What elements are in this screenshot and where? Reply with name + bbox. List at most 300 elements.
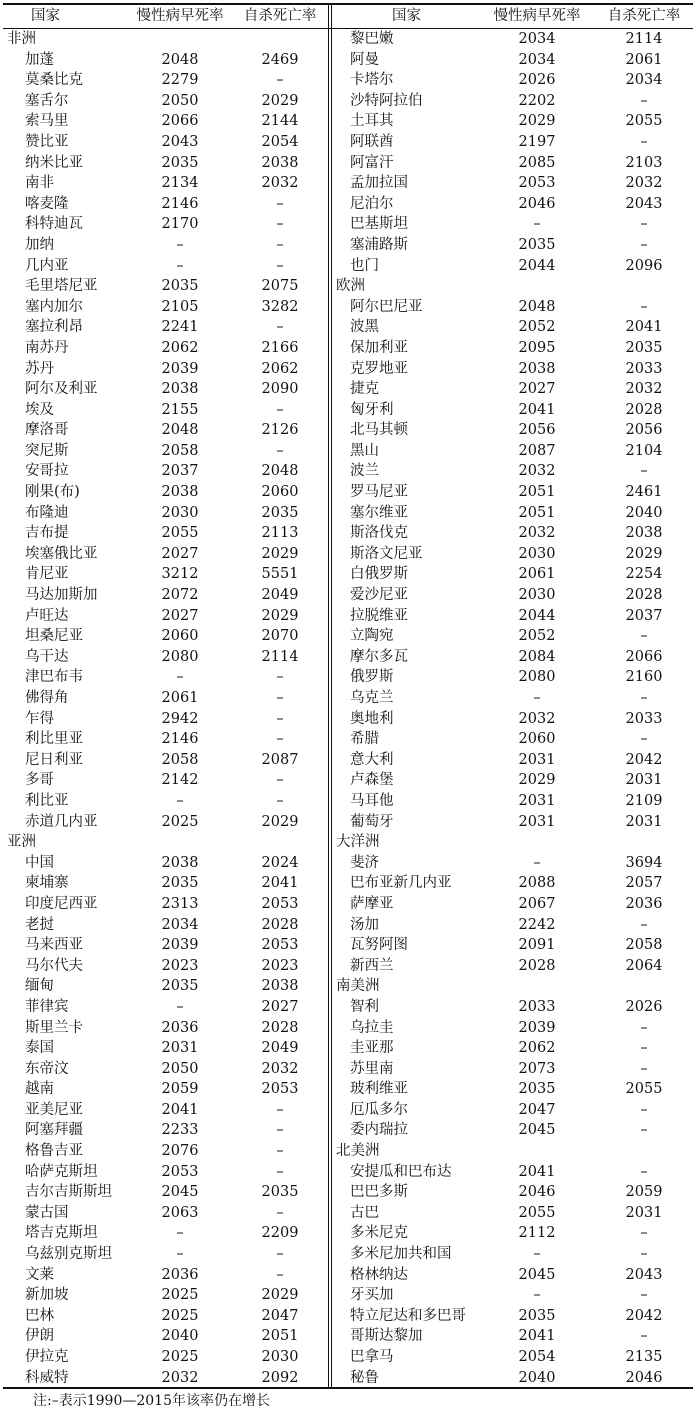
suicide-rate-cell: – [640, 1040, 648, 1057]
suicide-rate-cell: – [276, 669, 284, 686]
suicide-rate-cell: 2087 [261, 751, 299, 768]
suicide-rate-cell: – [640, 628, 648, 645]
country-cell: 玻利维亚 [350, 1081, 408, 1098]
suicide-rate-cell: 2033 [625, 360, 663, 377]
chronic-rate-cell: 2073 [518, 1060, 556, 1077]
chronic-rate-cell: 2027 [161, 607, 199, 624]
country-cell: 土耳其 [350, 113, 394, 130]
chronic-rate-cell: 2030 [518, 587, 556, 604]
suicide-rate-cell: – [276, 1246, 284, 1263]
table-row [3, 873, 328, 894]
table-row [3, 956, 328, 977]
chronic-rate-cell: 2028 [518, 957, 556, 974]
suicide-rate-cell: – [640, 1246, 648, 1263]
chronic-rate-cell: 2146 [161, 731, 199, 748]
table-row [332, 1100, 693, 1121]
table-row [3, 894, 328, 915]
suicide-rate-cell: 2042 [625, 751, 663, 768]
table-row [332, 317, 693, 338]
table-row [332, 235, 693, 256]
country-cell: 阿富汗 [350, 154, 394, 171]
table-row [3, 853, 328, 874]
suicide-rate-cell: – [640, 133, 648, 150]
suicide-rate-cell: – [276, 216, 284, 233]
suicide-rate-cell: 2058 [625, 937, 663, 954]
table-row [3, 647, 328, 668]
table-row [3, 194, 328, 215]
country-cell: 卡塔尔 [350, 72, 394, 89]
suicide-rate-cell: – [640, 1060, 648, 1077]
table-row [3, 667, 328, 688]
suicide-rate-cell: 5551 [261, 566, 299, 583]
table-row [3, 173, 328, 194]
table-row [3, 379, 328, 400]
table-row [3, 997, 328, 1018]
suicide-rate-cell: 2032 [625, 175, 663, 192]
table-row [3, 791, 328, 812]
table-row [332, 173, 693, 194]
country-cell: 安哥拉 [25, 463, 69, 480]
table-row [3, 1244, 328, 1265]
country-cell: 埃塞俄比亚 [25, 545, 98, 562]
country-cell: 坦桑尼亚 [25, 628, 83, 645]
country-cell: 阿尔及利亚 [25, 381, 98, 398]
country-cell: 哈萨克斯坦 [25, 1163, 98, 1180]
table-row [332, 523, 693, 544]
country-cell: 孟加拉国 [350, 175, 408, 192]
table-row [3, 91, 328, 112]
chronic-rate-cell: – [176, 1225, 184, 1242]
chronic-rate-cell: 2038 [518, 360, 556, 377]
chronic-rate-cell: 2046 [518, 1184, 556, 1201]
country-cell: 老挝 [25, 916, 54, 933]
chronic-rate-cell: 2066 [161, 113, 199, 130]
suicide-rate-cell: – [276, 1204, 284, 1221]
table-row [3, 1141, 328, 1162]
table-row [332, 935, 693, 956]
suicide-rate-cell: 2035 [625, 339, 663, 356]
country-cell: 塔吉克斯坦 [25, 1225, 98, 1242]
suicide-rate-cell: 3282 [261, 298, 299, 315]
suicide-rate-cell: 2135 [625, 1349, 663, 1365]
country-cell: 赞比亚 [25, 133, 69, 150]
chronic-rate-cell: 2080 [161, 648, 199, 665]
suicide-rate-cell: – [640, 463, 648, 480]
suicide-rate-cell: 2029 [625, 545, 663, 562]
chronic-rate-cell: 2023 [161, 957, 199, 974]
chronic-rate-cell: 2038 [161, 484, 199, 501]
country-cell: 缅甸 [25, 978, 54, 995]
suicide-rate-cell: – [276, 690, 284, 706]
country-cell: 布隆迪 [25, 504, 69, 521]
suicide-rate-cell: 2029 [261, 92, 299, 109]
table-row [3, 523, 328, 544]
suicide-rate-cell: – [276, 1163, 284, 1180]
country-cell: 文莱 [25, 1266, 54, 1283]
suicide-rate-cell: 2035 [261, 504, 299, 521]
country-cell: 捷克 [350, 381, 379, 398]
suicide-rate-cell: – [640, 1225, 648, 1242]
country-cell: 俄罗斯 [350, 669, 394, 686]
chronic-rate-cell: 2041 [518, 1328, 556, 1345]
table-row [332, 1347, 693, 1368]
table-row [3, 70, 328, 91]
country-cell: 立陶宛 [350, 628, 394, 645]
chronic-rate-cell: 2035 [161, 154, 199, 171]
chronic-rate-cell: 2942 [161, 710, 199, 727]
suicide-rate-cell: – [640, 236, 648, 253]
table-row [332, 688, 693, 709]
chronic-rate-cell: 2054 [518, 1349, 556, 1365]
table-row [332, 50, 693, 71]
chronic-rate-cell: 2058 [161, 442, 199, 459]
suicide-rate-cell: 2096 [625, 257, 663, 274]
table-row [332, 606, 693, 627]
country-cell: 乍得 [25, 710, 54, 727]
suicide-rate-cell: – [276, 792, 284, 809]
region-label: 非洲 [7, 31, 36, 47]
suicide-rate-cell: – [276, 442, 284, 459]
chronic-rate-cell: 2032 [161, 1369, 199, 1386]
chronic-rate-cell: 2142 [161, 772, 199, 789]
table-row [332, 770, 693, 791]
country-cell: 加蓬 [25, 51, 54, 68]
country-cell: 塞舌尔 [25, 92, 69, 109]
country-cell: 意大利 [350, 751, 394, 768]
suicide-rate-cell: 2047 [261, 1307, 299, 1324]
suicide-rate-cell: – [276, 236, 284, 253]
chronic-rate-cell: 2084 [518, 648, 556, 665]
country-cell: 越南 [25, 1081, 54, 1098]
suicide-rate-cell: 2104 [625, 442, 663, 459]
suicide-rate-cell: 2461 [625, 484, 663, 501]
country-cell: 菲律宾 [25, 998, 69, 1015]
suicide-rate-cell: 2160 [625, 669, 663, 686]
chronic-rate-cell: 2032 [518, 463, 556, 480]
region-row [332, 976, 693, 997]
chronic-rate-cell: 2053 [161, 1163, 199, 1180]
chronic-rate-cell: 2313 [161, 895, 199, 912]
chronic-rate-cell: 2233 [161, 1122, 199, 1139]
table-row [3, 338, 328, 359]
suicide-rate-cell: 2032 [625, 381, 663, 398]
country-cell: 吉布提 [25, 525, 69, 542]
table-row [332, 29, 693, 50]
chronic-rate-cell: 2051 [518, 504, 556, 521]
country-cell: 泰国 [25, 1040, 54, 1057]
suicide-rate-cell: – [276, 1122, 284, 1139]
suicide-rate-cell: 2033 [625, 710, 663, 727]
table-row [332, 1059, 693, 1080]
table-row [332, 1120, 693, 1141]
country-cell: 科特迪瓦 [25, 216, 83, 233]
chronic-rate-cell: 2046 [518, 195, 556, 212]
table-row [3, 585, 328, 606]
table-row [3, 235, 328, 256]
country-cell: 伊朗 [25, 1328, 54, 1345]
country-cell: 尼日利亚 [25, 751, 83, 768]
suicide-rate-cell: 2055 [625, 1081, 663, 1098]
chronic-rate-cell: 2038 [161, 854, 199, 871]
suicide-rate-cell: – [640, 916, 648, 933]
country-cell: 马尔代夫 [25, 957, 83, 974]
table-row [3, 1120, 328, 1141]
chronic-rate-cell: 2062 [518, 1040, 556, 1057]
suicide-rate-cell: 2053 [261, 1081, 299, 1098]
chronic-rate-cell: 2076 [161, 1143, 199, 1160]
suicide-rate-cell: – [276, 1101, 284, 1118]
table-row [3, 976, 328, 997]
suicide-rate-cell: 2038 [625, 525, 663, 542]
suicide-rate-cell: 2030 [261, 1349, 299, 1365]
country-cell: 拉脱维亚 [350, 607, 408, 624]
chronic-rate-cell: 2062 [161, 339, 199, 356]
country-cell: 黎巴嫩 [350, 31, 394, 47]
suicide-rate-cell: 2036 [625, 895, 663, 912]
chronic-rate-cell: 2045 [161, 1184, 199, 1201]
country-cell: 蒙古国 [25, 1204, 69, 1221]
country-cell: 葡萄牙 [350, 813, 394, 830]
chronic-rate-cell: 2095 [518, 339, 556, 356]
country-cell: 埃及 [25, 401, 54, 418]
country-cell: 瓦努阿图 [350, 937, 408, 954]
suicide-rate-cell: – [276, 731, 284, 748]
chronic-rate-cell: 2112 [518, 1225, 556, 1242]
country-cell: 科威特 [25, 1369, 69, 1386]
chronic-rate-cell: 2050 [161, 1060, 199, 1077]
country-cell: 塞拉利昂 [25, 319, 83, 336]
chronic-rate-cell: 2030 [518, 545, 556, 562]
country-cell: 利比亚 [25, 792, 69, 809]
table-row [332, 709, 693, 730]
suicide-rate-cell: – [640, 216, 648, 233]
chronic-rate-cell: 2035 [518, 1081, 556, 1098]
table-row [332, 997, 693, 1018]
suicide-rate-cell: – [640, 1328, 648, 1345]
region-row [332, 832, 693, 853]
country-cell: 北马其顿 [350, 422, 408, 439]
chronic-rate-cell: 2029 [518, 113, 556, 130]
table-row [332, 791, 693, 812]
table-row [332, 1162, 693, 1183]
suicide-rate-cell: 2059 [625, 1184, 663, 1201]
chronic-rate-cell: 2035 [518, 236, 556, 253]
region-row [332, 1141, 693, 1162]
table-row [3, 1203, 328, 1224]
chronic-rate-cell: 2088 [518, 875, 556, 892]
suicide-rate-cell: 2035 [261, 1184, 299, 1201]
table-row [3, 153, 328, 174]
country-cell: 喀麦隆 [25, 195, 69, 212]
suicide-rate-cell: 2029 [261, 545, 299, 562]
chronic-rate-cell: 2041 [161, 1101, 199, 1118]
chronic-rate-cell: 2032 [518, 525, 556, 542]
country-cell: 阿曼 [350, 51, 379, 68]
country-cell: 斯洛伐克 [350, 525, 408, 542]
country-cell: 汤加 [350, 916, 379, 933]
chronic-rate-cell: 2041 [518, 401, 556, 418]
suicide-rate-cell: 2469 [261, 51, 299, 68]
suicide-rate-cell: 2055 [625, 113, 663, 130]
country-cell: 阿尔巴尼亚 [350, 298, 423, 315]
chronic-rate-cell: – [176, 236, 184, 253]
suicide-rate-cell: 2075 [261, 278, 299, 295]
country-cell: 斯洛文尼亚 [350, 545, 423, 562]
chronic-rate-cell: 2146 [161, 195, 199, 212]
suicide-rate-cell: 2031 [625, 1204, 663, 1221]
suicide-rate-cell: – [276, 195, 284, 212]
country-cell: 赤道几内亚 [25, 813, 98, 830]
table-row [3, 359, 328, 380]
table-row [332, 873, 693, 894]
region-row [3, 832, 328, 853]
country-cell: 塞尔维亚 [350, 504, 408, 521]
suicide-rate-cell: 2032 [261, 175, 299, 192]
table-row [3, 544, 328, 565]
suicide-rate-cell: 2166 [261, 339, 299, 356]
country-cell: 保加利亚 [350, 339, 408, 356]
chronic-rate-cell: 2052 [518, 319, 556, 336]
country-cell: 格鲁吉亚 [25, 1143, 83, 1160]
chronic-rate-cell: 2025 [161, 1307, 199, 1324]
chronic-rate-cell: 2025 [161, 1287, 199, 1304]
suicide-rate-cell: 2103 [625, 154, 663, 171]
suicide-rate-cell: 2060 [261, 484, 299, 501]
table-row [332, 503, 693, 524]
country-cell: 苏里南 [350, 1060, 394, 1077]
chronic-rate-cell: 2039 [161, 937, 199, 954]
chronic-rate-cell: 2048 [518, 298, 556, 315]
country-cell: 希腊 [350, 731, 379, 748]
table-row [332, 1038, 693, 1059]
suicide-rate-cell: – [276, 401, 284, 418]
chronic-rate-cell: 2035 [161, 875, 199, 892]
chronic-rate-cell: 2031 [161, 1040, 199, 1057]
chronic-rate-cell: 2055 [518, 1204, 556, 1221]
suicide-rate-cell: – [640, 1287, 648, 1304]
table-row [332, 1265, 693, 1286]
chronic-rate-cell: 2055 [161, 525, 199, 542]
table-row [332, 1368, 693, 1389]
header-country: 国家 [31, 8, 60, 24]
region-row [332, 276, 693, 297]
table-row [3, 214, 328, 235]
table-row [3, 50, 328, 71]
country-cell: 克罗地亚 [350, 360, 408, 377]
country-cell: 柬埔寨 [25, 875, 69, 892]
suicide-rate-cell: 2053 [261, 895, 299, 912]
suicide-rate-cell: – [276, 710, 284, 727]
chronic-rate-cell: 2091 [518, 937, 556, 954]
table-row [3, 1162, 328, 1183]
table-row [3, 1347, 328, 1368]
country-cell: 智利 [350, 998, 379, 1015]
suicide-rate-cell: – [640, 298, 648, 315]
country-cell: 新西兰 [350, 957, 394, 974]
chronic-rate-cell: 2035 [161, 978, 199, 995]
chronic-rate-cell: – [533, 1287, 541, 1304]
country-cell: 摩尔多瓦 [350, 648, 408, 665]
suicide-rate-cell: – [276, 1143, 284, 1160]
country-cell: 巴基斯坦 [350, 216, 408, 233]
suicide-rate-cell: 2023 [261, 957, 299, 974]
suicide-rate-cell: 2056 [625, 422, 663, 439]
table-row [3, 1306, 328, 1327]
suicide-rate-cell: 2040 [625, 504, 663, 521]
table-row [3, 461, 328, 482]
suicide-rate-cell: 2037 [625, 607, 663, 624]
region-label: 欧洲 [336, 278, 365, 295]
region-label: 大洋洲 [336, 834, 380, 851]
table-row [3, 564, 328, 585]
table-row [3, 606, 328, 627]
table-row [3, 503, 328, 524]
country-cell: 波黑 [350, 319, 379, 336]
table-row [332, 1306, 693, 1327]
chronic-rate-cell: 2155 [161, 401, 199, 418]
header-row [3, 5, 328, 27]
suicide-rate-cell: 2066 [625, 648, 663, 665]
suicide-rate-cell: 2043 [625, 1266, 663, 1283]
suicide-rate-cell: 2126 [261, 422, 299, 439]
table-row [332, 564, 693, 585]
table-row [3, 1368, 328, 1389]
chronic-rate-cell: 2035 [161, 278, 199, 295]
suicide-rate-cell: 2028 [261, 1019, 299, 1036]
country-cell: 新加坡 [25, 1287, 69, 1304]
chronic-rate-cell: 2040 [518, 1369, 556, 1386]
country-cell: 莫桑比克 [25, 72, 83, 89]
table-row [332, 894, 693, 915]
chronic-rate-cell: 2045 [518, 1122, 556, 1139]
region-row [3, 29, 328, 50]
country-cell: 卢森堡 [350, 772, 394, 789]
chronic-rate-cell: 2039 [518, 1019, 556, 1036]
country-cell: 伊拉克 [25, 1349, 69, 1365]
chronic-rate-cell: 2025 [161, 813, 199, 830]
chronic-rate-cell: 2036 [161, 1266, 199, 1283]
suicide-rate-cell: 2064 [625, 957, 663, 974]
table-row [332, 214, 693, 235]
table-row [3, 915, 328, 936]
country-cell: 亚美尼亚 [25, 1101, 83, 1118]
table-row [332, 647, 693, 668]
header-suicide: 自杀死亡率 [243, 8, 317, 24]
table-row [332, 915, 693, 936]
chronic-rate-cell: 2034 [161, 916, 199, 933]
chronic-rate-cell: 2279 [161, 72, 199, 89]
table-row [332, 111, 693, 132]
country-cell: 多哥 [25, 772, 54, 789]
table-row [3, 400, 328, 421]
table-body [3, 29, 328, 1388]
suicide-rate-cell: – [640, 1019, 648, 1036]
country-cell: 乌拉圭 [350, 1019, 394, 1036]
suicide-rate-cell: 2109 [625, 792, 663, 809]
table-row [3, 709, 328, 730]
suicide-rate-cell: 2042 [625, 1307, 663, 1324]
country-cell: 塞内加尔 [25, 298, 83, 315]
suicide-rate-cell: 2070 [261, 628, 299, 645]
table-row [3, 1100, 328, 1121]
table-row [332, 956, 693, 977]
country-cell: 匈牙利 [350, 401, 394, 418]
country-cell: 利比里亚 [25, 731, 83, 748]
table-row [332, 585, 693, 606]
country-cell: 秘鲁 [350, 1369, 379, 1386]
suicide-rate-cell: 2254 [625, 566, 663, 583]
suicide-rate-cell: – [276, 72, 284, 89]
